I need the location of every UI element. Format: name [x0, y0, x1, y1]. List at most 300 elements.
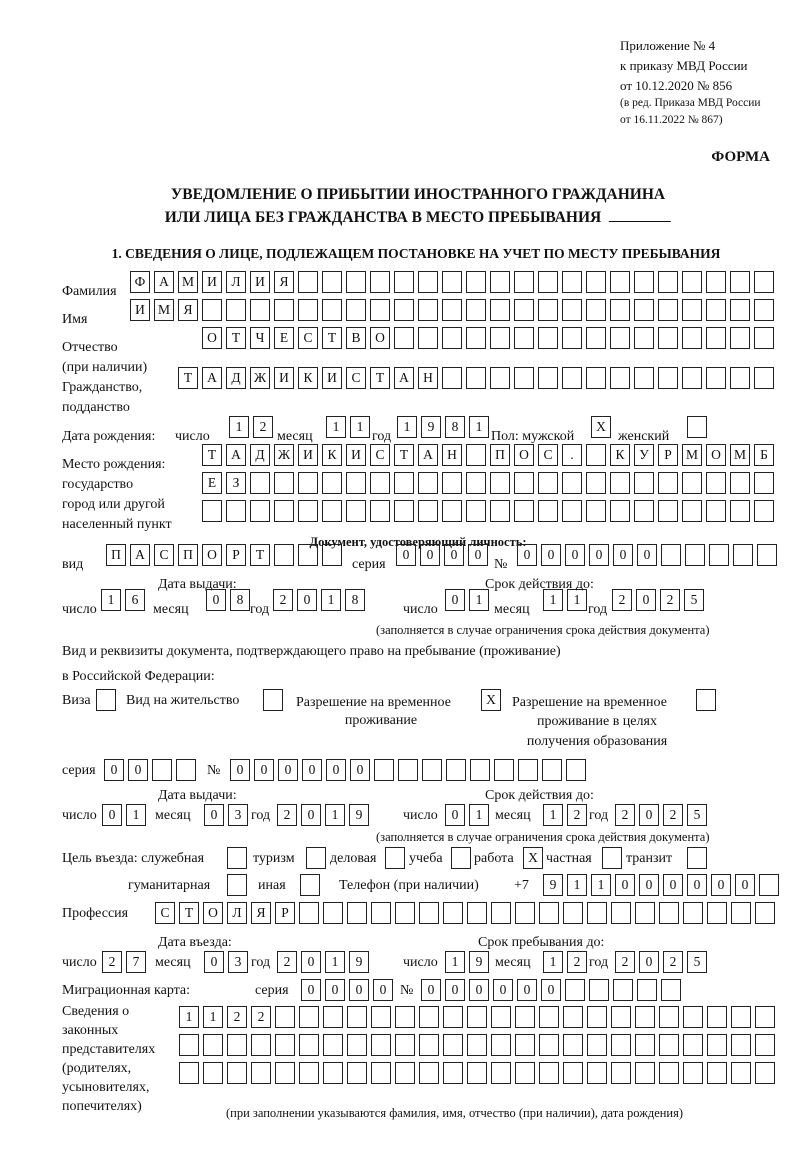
reps-2-cell[interactable] [587, 1034, 607, 1056]
purpose-humanitarian-checkbox[interactable] [227, 874, 247, 896]
migration-series-cell[interactable]: 0 [349, 979, 369, 1001]
birth-year-cell[interactable]: 1 [397, 416, 417, 438]
patronymic-cell[interactable] [682, 327, 702, 349]
doc-issue-year-cell[interactable]: 8 [345, 589, 365, 611]
name-cell[interactable] [706, 299, 726, 321]
permit-series-cell[interactable] [176, 759, 196, 781]
birthplace-1-cell[interactable]: И [298, 444, 318, 466]
birthplace-2-cell[interactable] [466, 472, 486, 494]
reps-3-cell[interactable] [395, 1062, 415, 1084]
reps-1-cell[interactable] [659, 1006, 679, 1028]
doc-kind-cell[interactable]: Р [226, 544, 246, 566]
reps-3-cell[interactable] [539, 1062, 559, 1084]
patronymic-cell[interactable]: В [346, 327, 366, 349]
permit-issue-month-cell[interactable]: 0 [204, 804, 224, 826]
permit-valid-year-cell[interactable]: 2 [615, 804, 635, 826]
reps-3-cell[interactable] [683, 1062, 703, 1084]
reps-1-cell[interactable] [515, 1006, 535, 1028]
name-cell[interactable] [514, 299, 534, 321]
birthplace-2-cell[interactable] [274, 472, 294, 494]
patronymic-cell[interactable] [610, 327, 630, 349]
birthplace-3-cell[interactable] [418, 500, 438, 522]
citizenship-cell[interactable] [706, 367, 726, 389]
citizenship-cell[interactable]: Н [418, 367, 438, 389]
permit-number-cell[interactable]: 0 [302, 759, 322, 781]
birthplace-1-cell[interactable]: Ж [274, 444, 294, 466]
birthplace-3-cell[interactable] [730, 500, 750, 522]
profession-cell[interactable] [659, 902, 679, 924]
surname-cell[interactable]: Л [226, 271, 246, 293]
reps-2-cell[interactable] [275, 1034, 295, 1056]
citizenship-cell[interactable]: Д [226, 367, 246, 389]
permit-issue-year-cell[interactable]: 1 [325, 804, 345, 826]
permit-number-cell[interactable] [446, 759, 466, 781]
reps-1-cell[interactable] [563, 1006, 583, 1028]
migration-number-cell[interactable]: 0 [445, 979, 465, 1001]
reps-2-cell[interactable] [323, 1034, 343, 1056]
patronymic-cell[interactable]: Т [226, 327, 246, 349]
reps-2-cell[interactable] [203, 1034, 223, 1056]
patronymic-cell[interactable] [586, 327, 606, 349]
birthplace-2-cell[interactable] [682, 472, 702, 494]
name-cell[interactable] [322, 299, 342, 321]
migration-number-cell[interactable]: 0 [517, 979, 537, 1001]
name-cell[interactable] [754, 299, 774, 321]
reps-2-cell[interactable] [683, 1034, 703, 1056]
phone-cell[interactable]: 0 [639, 874, 659, 896]
phone-cell[interactable]: 9 [543, 874, 563, 896]
reps-1-cell[interactable] [347, 1006, 367, 1028]
purpose-transit-checkbox[interactable] [687, 847, 707, 869]
citizenship-cell[interactable] [514, 367, 534, 389]
phone-cell[interactable]: 0 [711, 874, 731, 896]
doc-number-cell[interactable]: 0 [589, 544, 609, 566]
doc-valid-day-cell[interactable]: 0 [445, 589, 465, 611]
doc-valid-year-cell[interactable]: 5 [684, 589, 704, 611]
entry-day-cell[interactable]: 7 [126, 951, 146, 973]
surname-cell[interactable] [730, 271, 750, 293]
citizenship-cell[interactable]: С [346, 367, 366, 389]
doc-issue-day-cell[interactable]: 6 [125, 589, 145, 611]
profession-cell[interactable] [467, 902, 487, 924]
patronymic-cell[interactable]: Е [274, 327, 294, 349]
name-cell[interactable] [610, 299, 630, 321]
surname-cell[interactable] [322, 271, 342, 293]
reps-2-cell[interactable] [299, 1034, 319, 1056]
sex-male-checkbox[interactable]: X [591, 416, 611, 438]
stay-month-cell[interactable]: 2 [567, 951, 587, 973]
reps-2-cell[interactable] [227, 1034, 247, 1056]
permit-number-cell[interactable] [518, 759, 538, 781]
reps-3-cell[interactable] [371, 1062, 391, 1084]
name-cell[interactable] [370, 299, 390, 321]
birthplace-3-cell[interactable] [466, 500, 486, 522]
citizenship-cell[interactable]: И [322, 367, 342, 389]
stay-year-cell[interactable]: 5 [687, 951, 707, 973]
purpose-work-checkbox[interactable]: X [523, 847, 543, 869]
surname-cell[interactable] [562, 271, 582, 293]
migration-number-cell[interactable] [613, 979, 633, 1001]
birthplace-2-cell[interactable] [634, 472, 654, 494]
doc-kind-cell[interactable]: С [154, 544, 174, 566]
surname-cell[interactable] [298, 271, 318, 293]
surname-cell[interactable]: Ф [130, 271, 150, 293]
citizenship-cell[interactable] [466, 367, 486, 389]
surname-cell[interactable] [418, 271, 438, 293]
profession-cell[interactable] [299, 902, 319, 924]
surname-cell[interactable] [466, 271, 486, 293]
doc-issue-year-cell[interactable]: 2 [273, 589, 293, 611]
purpose-other-checkbox[interactable] [300, 874, 320, 896]
entry-year-cell[interactable]: 1 [325, 951, 345, 973]
reps-3-cell[interactable] [347, 1062, 367, 1084]
reps-3-cell[interactable] [563, 1062, 583, 1084]
citizenship-cell[interactable]: К [298, 367, 318, 389]
birthplace-2-cell[interactable] [298, 472, 318, 494]
birthplace-3-cell[interactable] [298, 500, 318, 522]
reps-3-cell[interactable] [635, 1062, 655, 1084]
permit-visa-checkbox[interactable] [96, 689, 116, 711]
birthplace-3-cell[interactable] [346, 500, 366, 522]
patronymic-cell[interactable]: Ч [250, 327, 270, 349]
reps-2-cell[interactable] [491, 1034, 511, 1056]
birthplace-1-cell[interactable]: Т [394, 444, 414, 466]
birthplace-1-cell[interactable]: К [322, 444, 342, 466]
reps-3-cell[interactable] [251, 1062, 271, 1084]
patronymic-cell[interactable] [394, 327, 414, 349]
doc-kind-cell[interactable] [298, 544, 318, 566]
doc-number-cell[interactable]: 0 [541, 544, 561, 566]
reps-3-cell[interactable] [299, 1062, 319, 1084]
profession-cell[interactable] [395, 902, 415, 924]
reps-1-cell[interactable] [395, 1006, 415, 1028]
doc-kind-cell[interactable]: П [106, 544, 126, 566]
birthplace-3-cell[interactable] [490, 500, 510, 522]
entry-year-cell[interactable]: 9 [349, 951, 369, 973]
surname-cell[interactable] [754, 271, 774, 293]
doc-series-cell[interactable]: 0 [396, 544, 416, 566]
surname-cell[interactable] [586, 271, 606, 293]
citizenship-cell[interactable]: И [274, 367, 294, 389]
profession-cell[interactable]: Т [179, 902, 199, 924]
citizenship-cell[interactable]: А [394, 367, 414, 389]
phone-cell[interactable]: 1 [591, 874, 611, 896]
reps-3-cell[interactable] [731, 1062, 751, 1084]
profession-cell[interactable] [371, 902, 391, 924]
reps-1-cell[interactable] [731, 1006, 751, 1028]
name-cell[interactable] [346, 299, 366, 321]
doc-number-cell[interactable]: 0 [517, 544, 537, 566]
stay-year-cell[interactable]: 2 [615, 951, 635, 973]
reps-3-cell[interactable] [419, 1062, 439, 1084]
profession-cell[interactable] [707, 902, 727, 924]
permit-issue-year-cell[interactable]: 0 [301, 804, 321, 826]
birthplace-1-cell[interactable]: Р [658, 444, 678, 466]
doc-kind-cell[interactable]: П [178, 544, 198, 566]
birthplace-1-cell[interactable]: С [370, 444, 390, 466]
permit-valid-month-cell[interactable]: 1 [543, 804, 563, 826]
name-cell[interactable] [682, 299, 702, 321]
birthplace-2-cell[interactable] [538, 472, 558, 494]
doc-valid-month-cell[interactable]: 1 [543, 589, 563, 611]
doc-kind-cell[interactable]: А [130, 544, 150, 566]
reps-2-cell[interactable] [563, 1034, 583, 1056]
doc-number-cell[interactable] [709, 544, 729, 566]
doc-issue-day-cell[interactable]: 1 [101, 589, 121, 611]
entry-month-cell[interactable]: 3 [228, 951, 248, 973]
doc-issue-month-cell[interactable]: 0 [206, 589, 226, 611]
birth-day-cell[interactable]: 2 [253, 416, 273, 438]
birthplace-2-cell[interactable] [514, 472, 534, 494]
purpose-private-checkbox[interactable] [602, 847, 622, 869]
birthplace-3-cell[interactable] [274, 500, 294, 522]
profession-cell[interactable] [419, 902, 439, 924]
reps-3-cell[interactable] [491, 1062, 511, 1084]
birthplace-2-cell[interactable]: Е [202, 472, 222, 494]
permit-valid-month-cell[interactable]: 2 [567, 804, 587, 826]
birthplace-1-cell[interactable] [466, 444, 486, 466]
migration-number-cell[interactable]: 0 [469, 979, 489, 1001]
doc-valid-month-cell[interactable]: 1 [567, 589, 587, 611]
profession-cell[interactable] [683, 902, 703, 924]
reps-1-cell[interactable] [707, 1006, 727, 1028]
doc-kind-cell[interactable]: Т [250, 544, 270, 566]
profession-cell[interactable]: О [203, 902, 223, 924]
birthplace-2-cell[interactable] [706, 472, 726, 494]
surname-cell[interactable]: Я [274, 271, 294, 293]
migration-number-cell[interactable] [661, 979, 681, 1001]
doc-issue-month-cell[interactable]: 8 [230, 589, 250, 611]
reps-1-cell[interactable] [587, 1006, 607, 1028]
stay-year-cell[interactable]: 2 [663, 951, 683, 973]
doc-valid-year-cell[interactable]: 0 [636, 589, 656, 611]
profession-cell[interactable] [515, 902, 535, 924]
purpose-business-checkbox[interactable] [385, 847, 405, 869]
birthplace-1-cell[interactable]: Д [250, 444, 270, 466]
surname-cell[interactable] [514, 271, 534, 293]
patronymic-cell[interactable] [634, 327, 654, 349]
birthplace-2-cell[interactable] [490, 472, 510, 494]
phone-cell[interactable]: 0 [735, 874, 755, 896]
patronymic-cell[interactable]: С [298, 327, 318, 349]
reps-2-cell[interactable] [659, 1034, 679, 1056]
birthplace-3-cell[interactable] [754, 500, 774, 522]
birthplace-2-cell[interactable]: З [226, 472, 246, 494]
citizenship-cell[interactable] [538, 367, 558, 389]
birthplace-1-cell[interactable]: М [730, 444, 750, 466]
reps-3-cell[interactable] [227, 1062, 247, 1084]
migration-series-cell[interactable]: 0 [325, 979, 345, 1001]
patronymic-cell[interactable] [658, 327, 678, 349]
name-cell[interactable] [298, 299, 318, 321]
name-cell[interactable] [562, 299, 582, 321]
surname-cell[interactable]: М [178, 271, 198, 293]
citizenship-cell[interactable] [730, 367, 750, 389]
patronymic-cell[interactable] [538, 327, 558, 349]
migration-number-cell[interactable]: 0 [421, 979, 441, 1001]
doc-valid-year-cell[interactable]: 2 [660, 589, 680, 611]
birthplace-3-cell[interactable] [682, 500, 702, 522]
phone-cell[interactable]: 1 [567, 874, 587, 896]
doc-number-cell[interactable]: 0 [565, 544, 585, 566]
profession-cell[interactable]: Я [251, 902, 271, 924]
permit-number-cell[interactable]: 0 [350, 759, 370, 781]
reps-1-cell[interactable] [275, 1006, 295, 1028]
stay-year-cell[interactable]: 0 [639, 951, 659, 973]
phone-cell[interactable]: 0 [615, 874, 635, 896]
reps-1-cell[interactable] [755, 1006, 775, 1028]
reps-2-cell[interactable] [443, 1034, 463, 1056]
birthplace-3-cell[interactable] [706, 500, 726, 522]
reps-3-cell[interactable] [323, 1062, 343, 1084]
migration-number-cell[interactable]: 0 [493, 979, 513, 1001]
reps-1-cell[interactable]: 1 [179, 1006, 199, 1028]
purpose-tourism-checkbox[interactable] [306, 847, 326, 869]
reps-1-cell[interactable] [467, 1006, 487, 1028]
birthplace-3-cell[interactable] [658, 500, 678, 522]
profession-cell[interactable] [587, 902, 607, 924]
profession-cell[interactable] [635, 902, 655, 924]
permit-valid-year-cell[interactable]: 5 [687, 804, 707, 826]
migration-number-cell[interactable] [565, 979, 585, 1001]
birthplace-3-cell[interactable] [610, 500, 630, 522]
entry-year-cell[interactable]: 2 [277, 951, 297, 973]
permit-valid-day-cell[interactable]: 1 [469, 804, 489, 826]
profession-cell[interactable] [347, 902, 367, 924]
reps-2-cell[interactable] [755, 1034, 775, 1056]
birthplace-3-cell[interactable] [442, 500, 462, 522]
surname-cell[interactable] [370, 271, 390, 293]
reps-1-cell[interactable]: 2 [227, 1006, 247, 1028]
birthplace-2-cell[interactable] [562, 472, 582, 494]
reps-3-cell[interactable] [203, 1062, 223, 1084]
doc-number-cell[interactable] [733, 544, 753, 566]
reps-2-cell[interactable] [347, 1034, 367, 1056]
birthplace-2-cell[interactable] [418, 472, 438, 494]
surname-cell[interactable]: А [154, 271, 174, 293]
permit-number-cell[interactable]: 0 [326, 759, 346, 781]
surname-cell[interactable] [706, 271, 726, 293]
reps-2-cell[interactable] [179, 1034, 199, 1056]
reps-3-cell[interactable] [659, 1062, 679, 1084]
profession-cell[interactable] [539, 902, 559, 924]
birthplace-3-cell[interactable] [634, 500, 654, 522]
name-cell[interactable] [658, 299, 678, 321]
profession-cell[interactable]: Л [227, 902, 247, 924]
entry-month-cell[interactable]: 0 [204, 951, 224, 973]
permit-trp-edu-checkbox[interactable] [696, 689, 716, 711]
purpose-official-checkbox[interactable] [227, 847, 247, 869]
migration-number-cell[interactable] [637, 979, 657, 1001]
reps-2-cell[interactable] [467, 1034, 487, 1056]
permit-valid-year-cell[interactable]: 0 [639, 804, 659, 826]
profession-cell[interactable]: Р [275, 902, 295, 924]
citizenship-cell[interactable] [682, 367, 702, 389]
birthplace-1-cell[interactable] [586, 444, 606, 466]
phone-cell[interactable] [759, 874, 779, 896]
patronymic-cell[interactable] [418, 327, 438, 349]
surname-cell[interactable]: И [250, 271, 270, 293]
reps-1-cell[interactable] [419, 1006, 439, 1028]
name-cell[interactable] [538, 299, 558, 321]
citizenship-cell[interactable] [490, 367, 510, 389]
birthplace-1-cell[interactable]: К [610, 444, 630, 466]
reps-1-cell[interactable] [611, 1006, 631, 1028]
entry-day-cell[interactable]: 2 [102, 951, 122, 973]
birthplace-2-cell[interactable] [586, 472, 606, 494]
citizenship-cell[interactable]: Ж [250, 367, 270, 389]
citizenship-cell[interactable]: Т [370, 367, 390, 389]
birth-year-cell[interactable]: 9 [421, 416, 441, 438]
patronymic-cell[interactable] [514, 327, 534, 349]
citizenship-cell[interactable] [586, 367, 606, 389]
permit-issue-year-cell[interactable]: 2 [277, 804, 297, 826]
name-cell[interactable]: Я [178, 299, 198, 321]
surname-cell[interactable] [442, 271, 462, 293]
birthplace-3-cell[interactable] [394, 500, 414, 522]
birthplace-1-cell[interactable]: Н [442, 444, 462, 466]
reps-1-cell[interactable] [683, 1006, 703, 1028]
stay-month-cell[interactable]: 1 [543, 951, 563, 973]
birthplace-1-cell[interactable]: У [634, 444, 654, 466]
migration-number-cell[interactable]: 0 [541, 979, 561, 1001]
permit-issue-year-cell[interactable]: 9 [349, 804, 369, 826]
reps-3-cell[interactable] [587, 1062, 607, 1084]
name-cell[interactable]: И [130, 299, 150, 321]
entry-year-cell[interactable]: 0 [301, 951, 321, 973]
permit-number-cell[interactable] [470, 759, 490, 781]
reps-2-cell[interactable] [395, 1034, 415, 1056]
name-cell[interactable] [418, 299, 438, 321]
birthplace-3-cell[interactable] [202, 500, 222, 522]
citizenship-cell[interactable] [754, 367, 774, 389]
citizenship-cell[interactable] [610, 367, 630, 389]
doc-number-cell[interactable] [685, 544, 705, 566]
birthplace-2-cell[interactable] [442, 472, 462, 494]
reps-1-cell[interactable] [323, 1006, 343, 1028]
doc-series-cell[interactable]: 0 [444, 544, 464, 566]
permit-series-cell[interactable]: 0 [104, 759, 124, 781]
permit-series-cell[interactable] [152, 759, 172, 781]
phone-cell[interactable]: 0 [663, 874, 683, 896]
surname-cell[interactable] [394, 271, 414, 293]
reps-2-cell[interactable] [707, 1034, 727, 1056]
doc-valid-year-cell[interactable]: 2 [612, 589, 632, 611]
reps-2-cell[interactable] [539, 1034, 559, 1056]
permit-issue-month-cell[interactable]: 3 [228, 804, 248, 826]
birthplace-3-cell[interactable] [514, 500, 534, 522]
reps-3-cell[interactable] [179, 1062, 199, 1084]
birthplace-3-cell[interactable] [370, 500, 390, 522]
birthplace-3-cell[interactable] [562, 500, 582, 522]
doc-number-cell[interactable]: 0 [613, 544, 633, 566]
reps-2-cell[interactable] [371, 1034, 391, 1056]
birthplace-1-cell[interactable]: О [514, 444, 534, 466]
doc-number-cell[interactable] [757, 544, 777, 566]
doc-kind-cell[interactable] [322, 544, 342, 566]
reps-2-cell[interactable] [731, 1034, 751, 1056]
name-cell[interactable] [226, 299, 246, 321]
stay-day-cell[interactable]: 1 [445, 951, 465, 973]
name-cell[interactable] [250, 299, 270, 321]
patronymic-cell[interactable] [562, 327, 582, 349]
birthplace-1-cell[interactable]: И [346, 444, 366, 466]
reps-1-cell[interactable] [443, 1006, 463, 1028]
birthplace-2-cell[interactable] [346, 472, 366, 494]
reps-3-cell[interactable] [707, 1062, 727, 1084]
reps-2-cell[interactable] [515, 1034, 535, 1056]
birthplace-1-cell[interactable]: Б [754, 444, 774, 466]
